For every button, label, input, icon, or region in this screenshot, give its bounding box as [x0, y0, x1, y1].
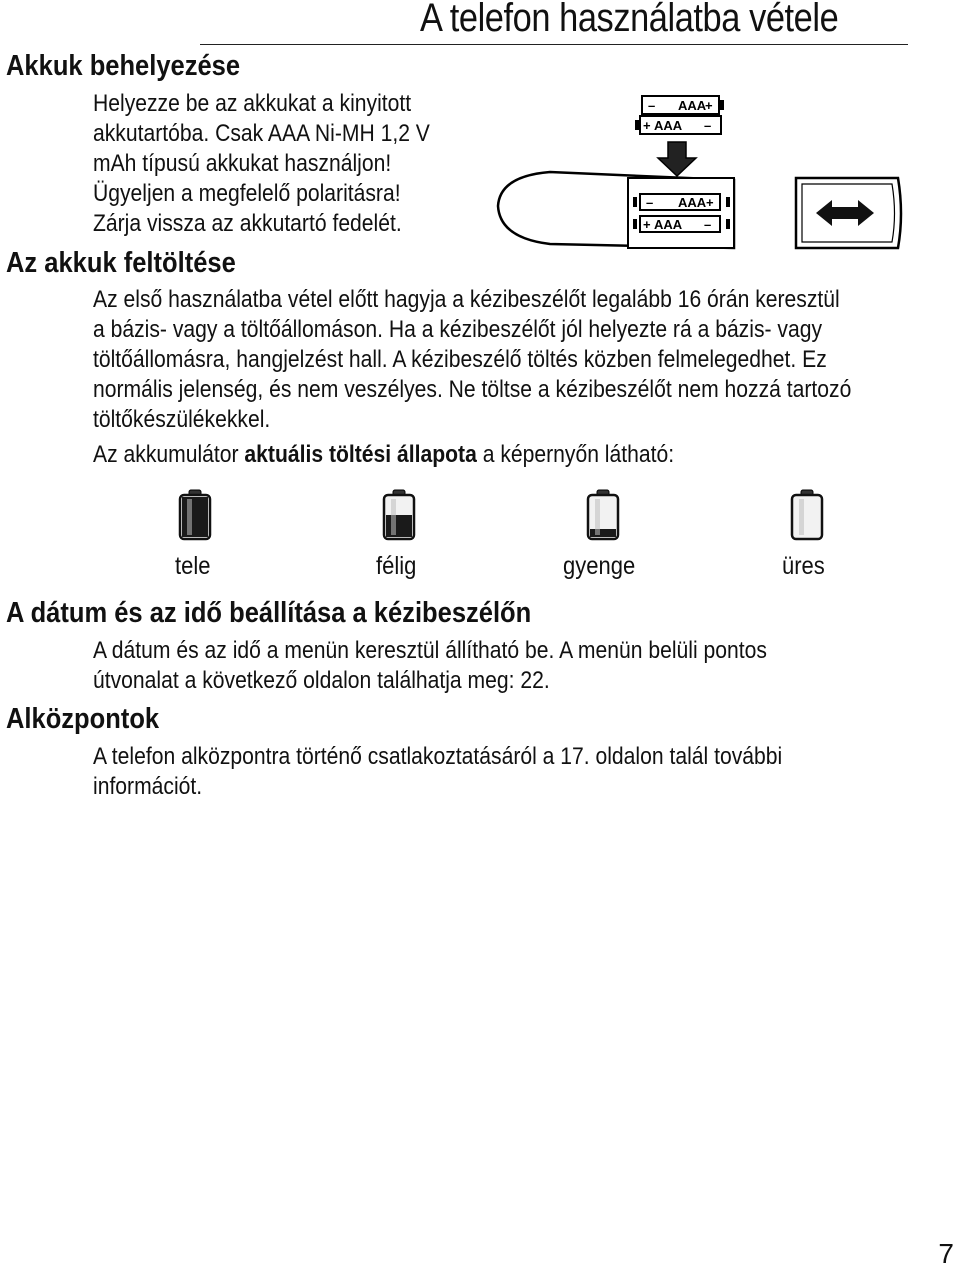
datetime-line-1: A dátum és az idő a menün keresztül állítható be. A menün belüli pontos [93, 637, 767, 664]
battery-insertion-illustration [490, 88, 910, 268]
battery-status-label: üres [782, 552, 825, 580]
battery-minus-label: – [704, 217, 712, 232]
inserted-battery-bottom [640, 216, 720, 232]
heading-charging: Az akkuk feltöltése [6, 247, 236, 279]
battery-fill [590, 529, 616, 537]
battery-plus-label: + [705, 98, 713, 113]
battery-status-label: félig [376, 552, 417, 580]
battery-compartment [628, 178, 734, 248]
insert-line-4: Ügyeljen a megfelelő polaritásra! [93, 180, 401, 207]
charge-line-5: töltőkészülékekkel. [93, 406, 271, 433]
battery-plus-label: + [706, 195, 714, 210]
charge-status-bold: aktuális töltési állapota [244, 441, 477, 468]
battery-plus-label: + [643, 217, 651, 232]
datetime-line-2: útvonalat a következő oldalon találhatja meg: 22. [93, 667, 550, 694]
battery-minus-label: – [646, 195, 654, 210]
battery-level-icon [790, 489, 826, 541]
battery-minus-label: – [704, 118, 712, 133]
insert-line-5: Zárja vissza az akkutartó fedelét. [93, 210, 402, 237]
loose-battery-top [642, 96, 724, 114]
heading-pbx: Alközpontok [6, 703, 160, 735]
battery-minus-label: – [648, 98, 656, 113]
heading-datetime: A dátum és az idő beállítása a kézibeszélőn [6, 597, 532, 629]
title-rule [200, 44, 908, 45]
battery-level-icon [586, 489, 622, 541]
insert-line-2: akkutartóba. Csak AAA Ni-MH 1,2 V [93, 120, 430, 147]
charge-line-2: a bázis- vagy a töltőállomáson. Ha a kézibeszélőt jól helyezte rá a bázis- vagy [93, 316, 823, 343]
battery-status-label: gyenge [563, 552, 636, 580]
page-title: A telefon használatba vétele [420, 0, 839, 40]
battery-aaa-label: AAA [654, 118, 683, 133]
heading-insert-batteries: Akkuk behelyezése [6, 50, 241, 82]
battery-plus-label: + [643, 118, 651, 133]
insert-line-3: mAh típusú akkukat használjon! [93, 150, 392, 177]
pbx-text [93, 742, 782, 802]
battery-status-label: tele [175, 552, 211, 580]
battery-aaa-label: AAA [678, 98, 707, 113]
battery-aaa-label: AAA [654, 217, 683, 232]
battery-level-icon [178, 489, 214, 541]
pbx-line-2: információt. [93, 773, 203, 800]
insert-batteries-text [93, 89, 430, 239]
charge-status-post: a képernyőn látható: [476, 441, 675, 468]
charge-status-line [93, 440, 674, 470]
charging-text [93, 285, 851, 435]
battery-fill [386, 515, 412, 537]
insert-arrow-icon [658, 142, 696, 176]
loose-battery-bottom [635, 116, 721, 134]
charge-line-4: normális jelenség, és nem veszélyes. Ne töltse a kézibeszélőt nem hozzá tartozó [93, 376, 852, 403]
charge-line-1: Az első használatba vétel előtt hagyja a kézibeszélőt legalább 16 órán keresztül [93, 286, 840, 313]
datetime-text [93, 636, 767, 696]
charge-status-pre: Az akkumulátor [93, 441, 245, 468]
battery-fill [182, 497, 208, 537]
pbx-line-1: A telefon alközpontra történő csatlakoztatásáról a 17. oldalon talál további [93, 743, 783, 770]
inserted-battery-top [640, 194, 720, 210]
page-number: 7 [938, 1238, 954, 1269]
battery-aaa-label: AAA [678, 195, 707, 210]
insert-line-1: Helyezze be az akkukat a kinyitott [93, 90, 412, 117]
battery-level-icon [382, 489, 418, 541]
charge-line-3: töltőállomásra, hangjelzést hall. A kézibeszélő töltés közben felmelegedhet. Ez [93, 346, 827, 373]
